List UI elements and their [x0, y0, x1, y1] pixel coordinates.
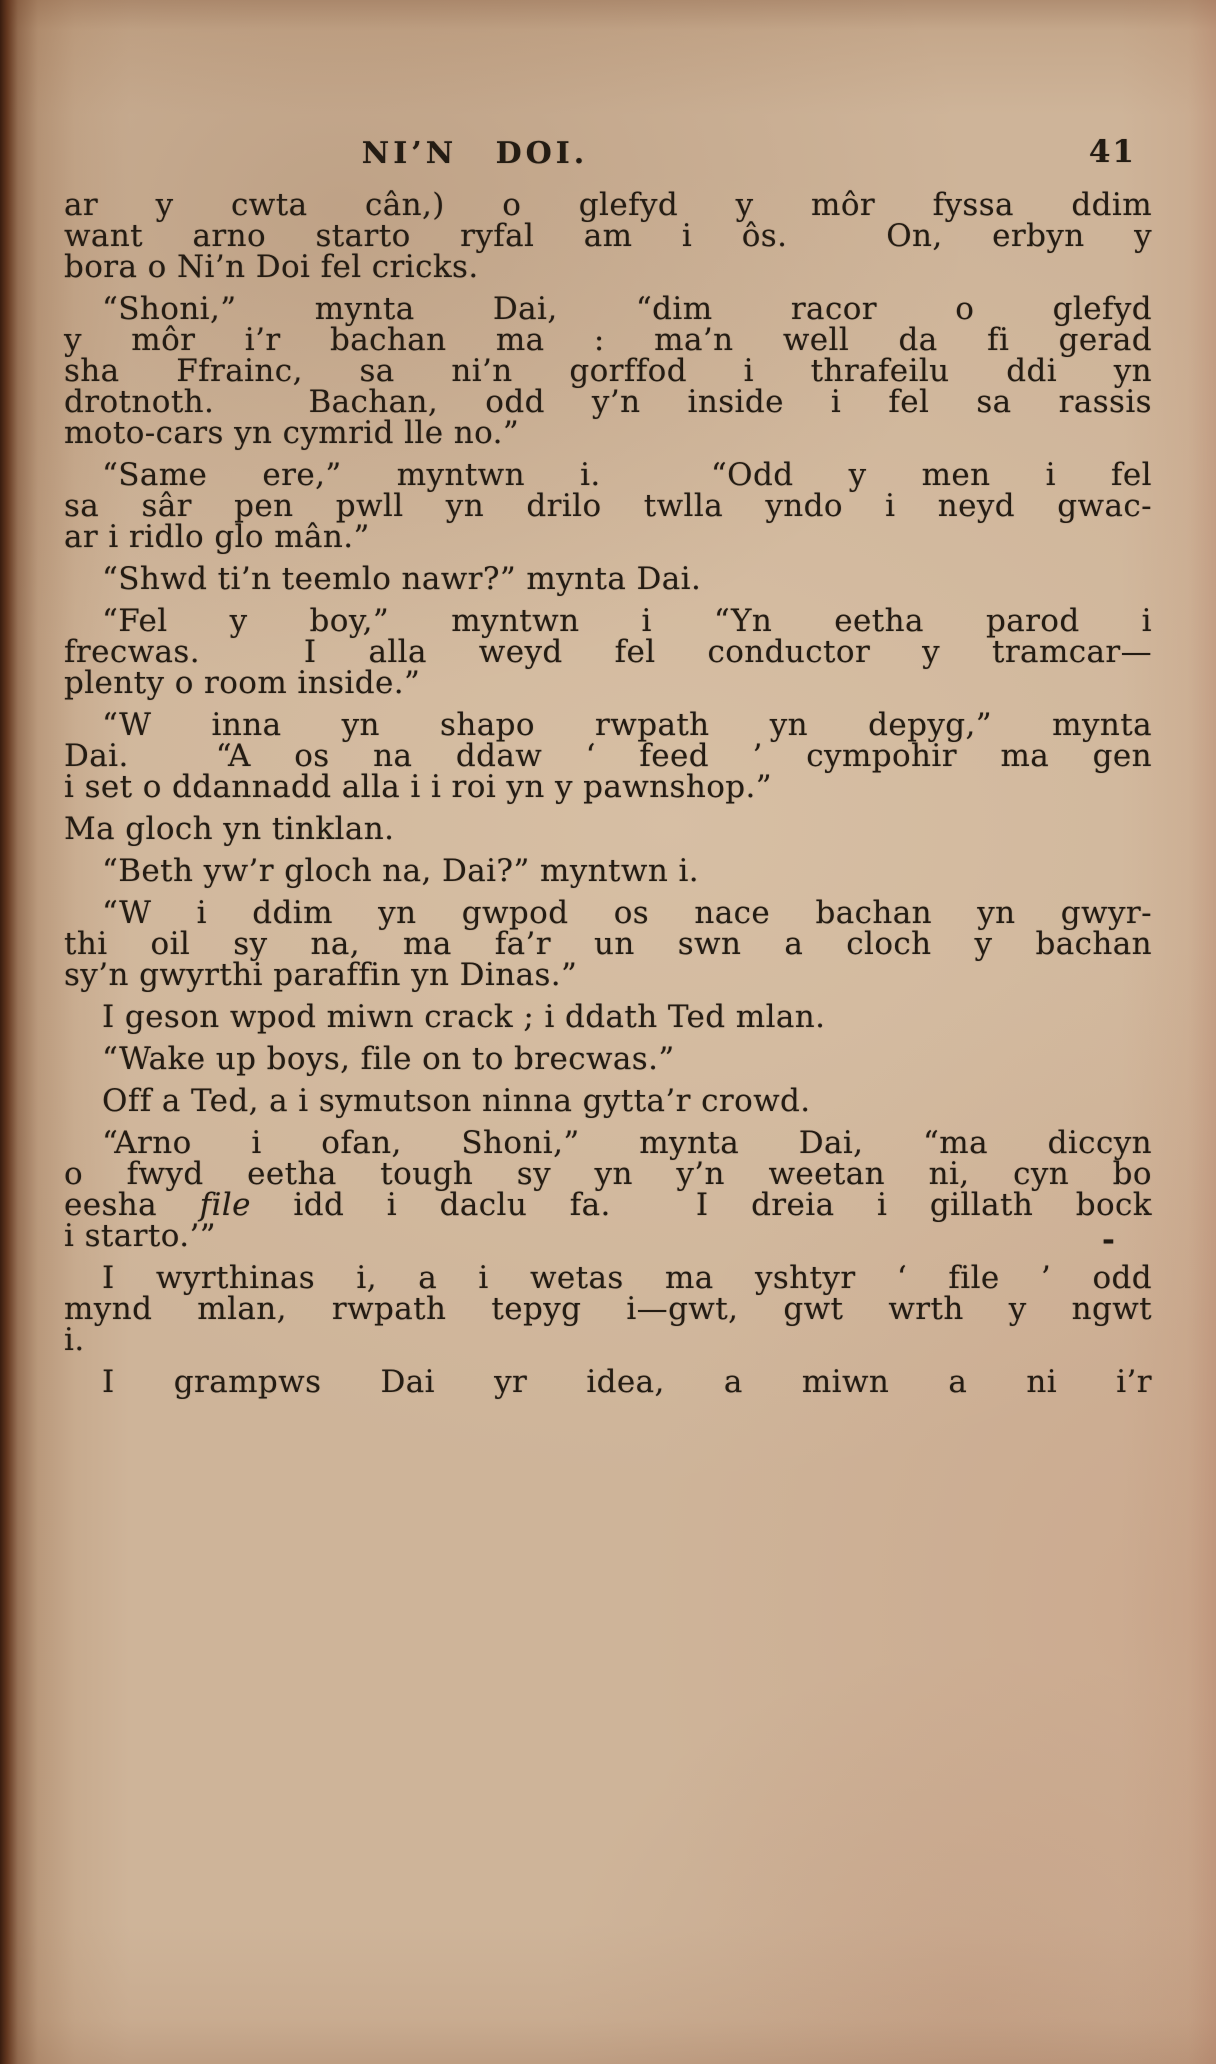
text-segment: want arno starto ryfal am i ôs. On, erbyn y — [64, 218, 1152, 254]
text-segment: plenty o room inside.” — [64, 665, 421, 701]
text-line — [64, 353, 1152, 389]
text-line — [64, 634, 1152, 670]
text-line — [64, 603, 1152, 639]
text-line — [64, 1260, 1152, 1296]
text-line — [64, 187, 1152, 223]
text-segment: Dai. “A os na ddaw ‘ feed ’ cympohir ma gen — [64, 738, 1152, 774]
text-segment: drotnoth. Bachan, odd y’n inside i fel sa rassis — [64, 384, 1152, 420]
text-line — [64, 1322, 1152, 1358]
text-line — [64, 561, 1152, 597]
text-segment: frecwas. I alla weyd fel conductor y tramcar— — [64, 634, 1152, 670]
text-line — [64, 665, 1152, 701]
text-line — [64, 926, 1152, 962]
paragraph — [64, 999, 1152, 1035]
text-line — [64, 738, 1152, 774]
paragraph — [64, 895, 1152, 993]
page-number: 41 — [1088, 134, 1136, 170]
text-line — [64, 769, 1152, 805]
text-line — [64, 291, 1152, 327]
text-segment: i starto.’” — [64, 1218, 216, 1254]
paragraph — [64, 1260, 1152, 1358]
paragraph — [64, 561, 1152, 597]
text-segment: I geson wpod miwn crack ; i ddath Ted mlan. — [102, 999, 826, 1035]
text-line — [64, 999, 1152, 1035]
text-segment: “W inna yn shapo rwpath yn depyg,” mynta — [102, 707, 1152, 743]
text-segment: Off a Ted, a i symutson ninna gytta’r crowd. — [102, 1083, 811, 1119]
text-line — [64, 1187, 1152, 1223]
paragraph — [64, 187, 1152, 285]
text-segment: Ma gloch yn tinklan. — [64, 811, 395, 847]
text-segment: eesha — [64, 1187, 200, 1223]
paragraph — [64, 1041, 1152, 1077]
text-line — [64, 249, 1152, 285]
text-segment: mynd mlan, rwpath tepyg i—gwt, gwt wrth y ngwt — [64, 1291, 1152, 1327]
text-segment: “Same ere,” myntwn i. “Odd y men i fel — [102, 457, 1152, 493]
text-line — [64, 1041, 1152, 1077]
text-line — [64, 218, 1152, 254]
text-line — [64, 488, 1152, 524]
paragraph — [64, 457, 1152, 555]
text-segment: “W i ddim yn gwpod os nace bachan yn gwyr- — [102, 895, 1152, 931]
text-line — [64, 1364, 1152, 1400]
text-segment: idd i daclu fa. I dreia i gillath bock — [250, 1187, 1152, 1223]
text-segment: “Shwd ti’n teemlo nawr?” mynta Dai. — [102, 561, 702, 597]
text-line — [64, 707, 1152, 743]
paragraph — [64, 603, 1152, 701]
italic-text: file — [199, 1187, 251, 1223]
text-segment: I grampws Dai yr idea, a miwn a ni i’r — [102, 1364, 1152, 1400]
text-line — [64, 384, 1152, 420]
text-segment: “Beth yw’r gloch na, Dai?” myntwn i. — [102, 853, 700, 889]
text-line — [64, 811, 1152, 847]
text-segment: sy’n gwyrthi paraffin yn Dinas.” — [64, 957, 578, 993]
text-segment: “Fel y boy,” myntwn i “Yn eetha parod i — [102, 603, 1152, 639]
text-line — [64, 853, 1152, 889]
text-line — [64, 1218, 1152, 1254]
text-segment: sa sâr pen pwll yn drilo twlla yndo i neyd gwac- — [64, 488, 1152, 524]
paragraph — [64, 1364, 1152, 1400]
paragraph — [64, 1125, 1152, 1254]
text-segment: “Shoni,” mynta Dai, “dim racor o glefyd — [102, 291, 1152, 327]
text-segment: i. — [64, 1322, 85, 1358]
text-line — [64, 322, 1152, 358]
text-segment: o fwyd eetha tough sy yn y’n weetan ni, cyn bo — [64, 1156, 1152, 1192]
paragraph — [64, 853, 1152, 889]
text-segment: sha Ffrainc, sa ni’n gorffod i thrafeilu ddi yn — [64, 353, 1152, 389]
text-line — [64, 957, 1152, 993]
text-segment: bora o Ni’n Doi fel cricks. — [64, 249, 479, 285]
paragraph — [64, 1083, 1152, 1119]
stray-mark: - — [1102, 1222, 1115, 1258]
paragraph — [64, 707, 1152, 805]
text-line — [64, 415, 1152, 451]
text-segment: thi oil sy na, ma fa’r un swn a cloch y bachan — [64, 926, 1152, 962]
text-segment: “Wake up boys, file on to brecwas.” — [102, 1041, 675, 1077]
paragraph — [64, 811, 1152, 847]
text-block — [64, 187, 1152, 1400]
text-line — [64, 895, 1152, 931]
text-segment: “Arno i ofan, Shoni,” mynta Dai, “ma diccyn — [102, 1125, 1152, 1161]
text-line — [64, 1125, 1152, 1161]
text-segment: I wyrthinas i, a i wetas ma yshtyr ‘ file ’ odd — [102, 1260, 1152, 1296]
text-segment: y môr i’r bachan ma : ma’n well da fi gerad — [64, 322, 1152, 358]
text-line — [64, 457, 1152, 493]
running-title: NI’N DOI. — [361, 136, 589, 171]
text-segment: i set o ddannadd alla i i roi yn y pawnshop.” — [64, 769, 773, 805]
text-segment: ar i ridlo glo mân.” — [64, 519, 370, 555]
text-segment: ar y cwta cân,) o glefyd y môr fyssa ddim — [64, 187, 1152, 223]
paragraph — [64, 291, 1152, 451]
text-line — [64, 1083, 1152, 1119]
text-line — [64, 519, 1152, 555]
text-line — [64, 1156, 1152, 1192]
text-line — [64, 1291, 1152, 1327]
text-segment: moto-cars yn cymrid lle no.” — [64, 415, 520, 451]
